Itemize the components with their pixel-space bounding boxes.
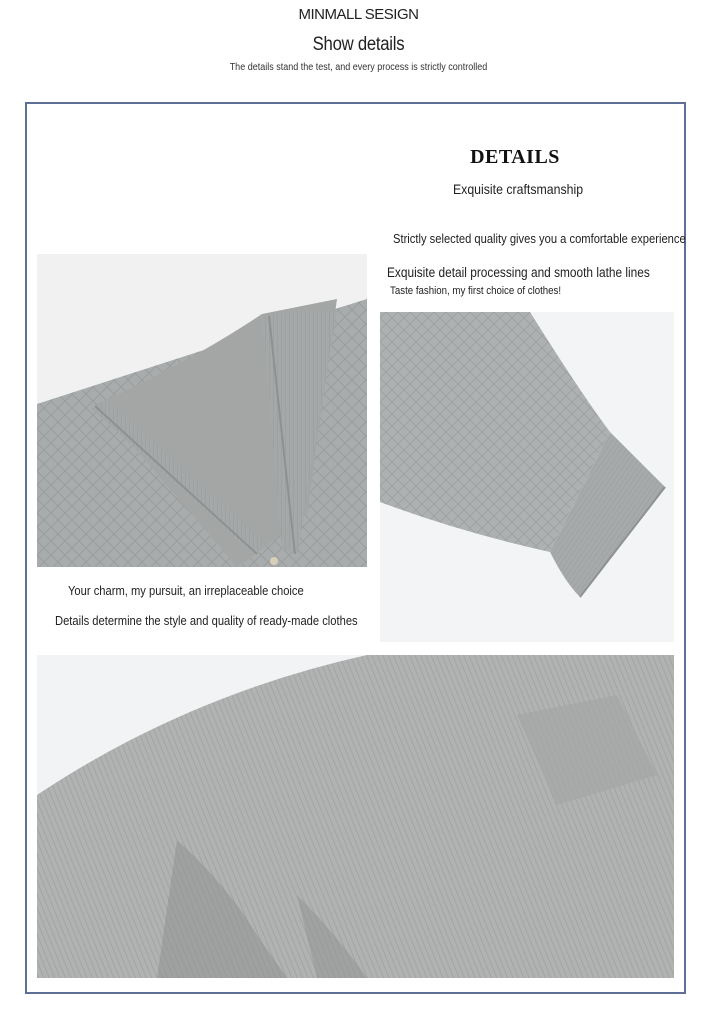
quality-text: Strictly selected quality gives you a comfortable experience [393, 231, 686, 246]
collar-photo [37, 254, 367, 567]
details-subtitle: Exquisite craftsmanship [452, 181, 584, 197]
hem-closeup-photo [37, 655, 674, 978]
style-quality-text: Details determine the style and quality of ready-made clothes [55, 613, 358, 628]
page-subtitle: The details stand the test, and every process is strictly controlled [229, 62, 488, 73]
processing-text: Exquisite detail processing and smooth lathe lines [387, 265, 650, 280]
page-title: Show details [312, 34, 405, 55]
charm-text: Your charm, my pursuit, an irreplaceable choice [68, 583, 304, 598]
fashion-text: Taste fashion, my first choice of clothes! [390, 285, 562, 297]
sleeve-photo [380, 312, 674, 642]
brand-logo-text: MINMALL SESIGN [298, 6, 419, 23]
details-title: DETAILS [470, 146, 560, 168]
